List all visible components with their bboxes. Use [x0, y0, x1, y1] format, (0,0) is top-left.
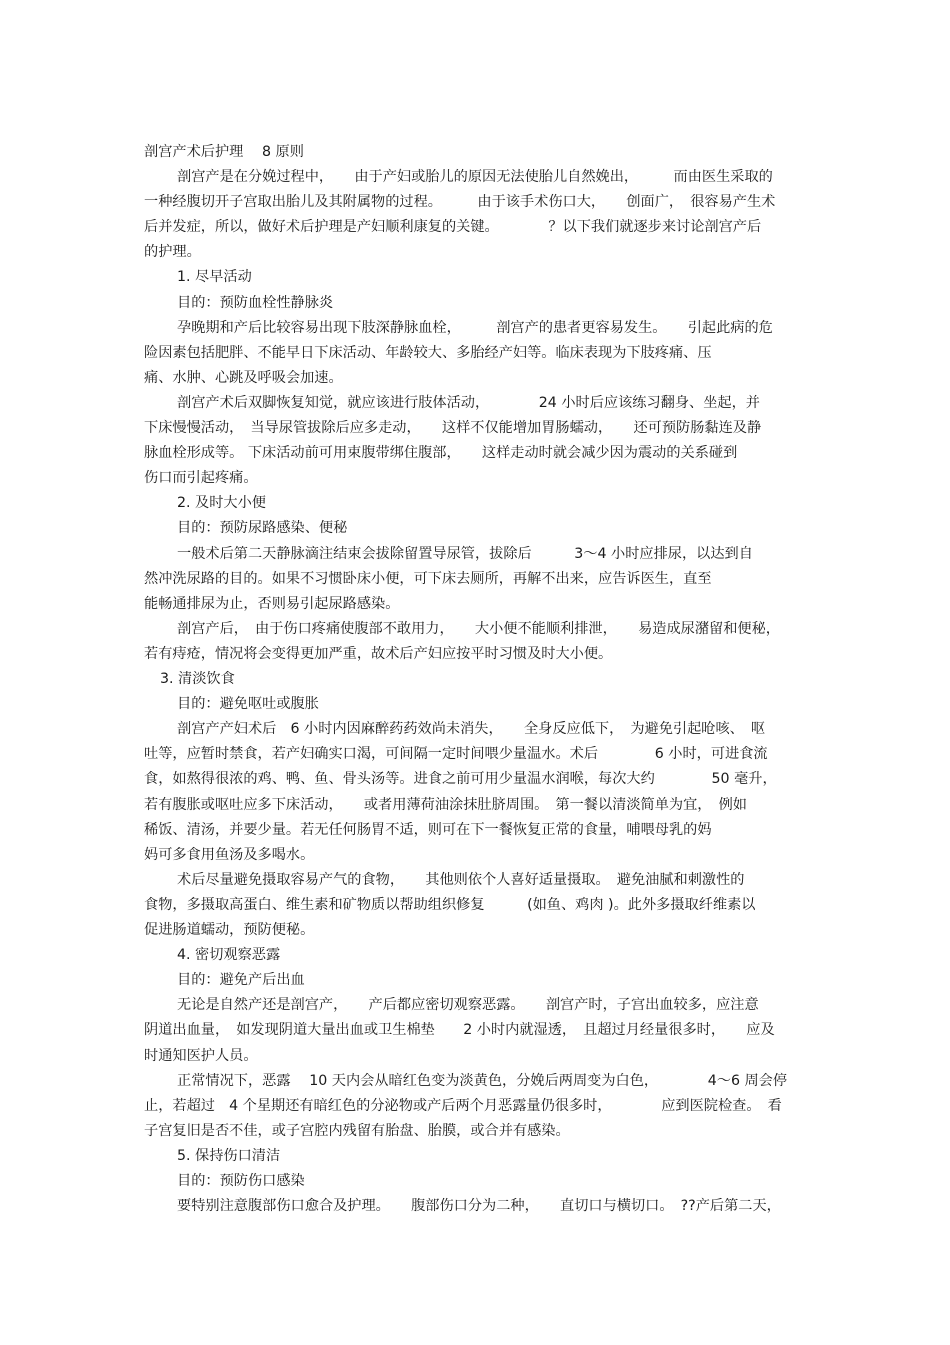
- document-line: 目的：预防血栓性静脉炎: [177, 295, 334, 311]
- document-line: 险因素包括肥胖、不能早日下床活动、年龄较大、多胎经产妇等。临床表现为下肢疼痛、压: [144, 345, 712, 361]
- document-line: 剖宫产产妇术后 6 小时内因麻醉药药效尚未消失， 全身反应低下， 为避免引起呛咳、 呕: [177, 721, 766, 737]
- document-line: 目的：预防尿路感染、便秘: [177, 520, 348, 536]
- document-line: 然冲洗尿路的目的。如果不习惯卧床小便，可下床去厕所，再解不出来，应告诉医生，直至: [144, 571, 712, 587]
- document-line: 食物，多摄取高蛋白、维生素和矿物质以帮助组织修复 (如鱼、鸡肉 )。此外多摄取纤维素以: [144, 897, 756, 913]
- document-line: 食，如熬得很浓的鸡、鸭、鱼、骨头汤等。进食之前可用少量温水润喉，每次大约 50 毫升，: [144, 771, 777, 787]
- document-line: 无论是自然产还是剖宫产， 产后都应密切观察恶露。 剖宫产时，子宫出血较多，应注意: [177, 997, 759, 1013]
- document-line: 促进肠道蠕动，预防便秘。: [144, 922, 315, 938]
- document-line: 要特别注意腹部伤口愈合及护理。 腹部伤口分为二种， 直切口与横切口。 ??产后第二天，: [177, 1198, 781, 1214]
- document-line: 能畅通排尿为止，否则易引起尿路感染。: [144, 596, 400, 612]
- document-line: 孕晚期和产后比较容易出现下肢深静脉血栓， 剖宫产的患者更容易发生。 引起此病的危: [177, 320, 773, 336]
- document-line: 脉血栓形成等。 下床活动前可用束腹带绑住腹部， 这样走动时就会减少因为震动的关系碰到: [144, 445, 738, 461]
- document-line: 下床慢慢活动， 当导尿管拔除后应多走动， 这样不仅能增加胃肠蠕动， 还可预防肠黏连及静: [144, 420, 762, 436]
- document-line: 的护理。: [144, 244, 201, 260]
- document-line: 术后尽量避免摄取容易产气的食物， 其他则依个人喜好适量摄取。 避免油腻和刺激性的: [177, 872, 745, 888]
- document-line: 稀饭、清汤，并要少量。若无任何肠胃不适，则可在下一餐恢复正常的食量，哺喂母乳的妈: [144, 822, 712, 838]
- document-line: 子宫复旧是否不佳，或子宫腔内残留有胎盘、胎膜，或合并有感染。: [144, 1123, 570, 1139]
- document-line: 目的：避免呕吐或腹胀: [177, 696, 319, 712]
- document-line: 正常情况下，恶露 10 天内会从暗红色变为淡黄色，分娩后两周变为白色， 4～6 周会停: [177, 1073, 788, 1089]
- document-line: 剖宫产是在分娩过程中， 由于产妇或胎儿的原因无法使胎儿自然娩出， 而由医生采取的: [177, 169, 773, 185]
- document-line: 若有痔疮，情况将会变得更加严重，故术后产妇应按平时习惯及时大小便。: [144, 646, 613, 662]
- document-line: 吐等，应暂时禁食，若产妇确实口渴，可间隔一定时间喂少量温水。术后 6 小时，可进食流: [144, 746, 768, 762]
- document-line: 若有腹胀或呕吐应多下床活动， 或者用薄荷油涂抹肚脐周围。 第一餐以清淡简单为宜， 例如: [144, 797, 747, 813]
- document-line: 痛、水肿、心跳及呼吸会加速。: [144, 370, 343, 386]
- document-line: 5. 保持伤口清洁: [177, 1148, 281, 1164]
- document-line: 3. 清淡饮食: [160, 671, 235, 687]
- document-line: 妈可多食用鱼汤及多喝水。: [144, 847, 315, 863]
- document-line: 时通知医护人员。: [144, 1048, 258, 1064]
- document-title: 剖宫产术后护理 8 原则: [144, 144, 304, 160]
- document-line: 后并发症，所以，做好术后护理是产妇顺利康复的关键。 ？以下我们就逐步来讨论剖宫产后: [144, 219, 762, 235]
- document-line: 剖宫产后， 由于伤口疼痛使腹部不敢用力， 大小便不能顺利排泄， 易造成尿潴留和便秘，: [177, 621, 780, 637]
- document-line: 1. 尽早活动: [177, 269, 252, 285]
- document-line: 一种经腹切开子宫取出胎儿及其附属物的过程。 由于该手术伤口大， 创面广， 很容易产生术: [144, 194, 776, 210]
- document-line: 2. 及时大小便: [177, 495, 266, 511]
- document-line: 4. 密切观察恶露: [177, 947, 281, 963]
- document-line: 阴道出血量， 如发现阴道大量出血或卫生棉垫 2 小时内就湿透， 且超过月经量很多时， 应及: [144, 1022, 775, 1038]
- document-line: 止，若超过 4 个星期还有暗红色的分泌物或产后两个月恶露量仍很多时， 应到医院检查。 看: [144, 1098, 782, 1114]
- document-line: 目的：避免产后出血: [177, 972, 305, 988]
- document-line: 伤口而引起疼痛。: [144, 470, 258, 486]
- document-line: 剖宫产术后双脚恢复知觉，就应该进行肢体活动， 24 小时后应该练习翻身、坐起，并: [177, 395, 760, 411]
- document-line: 目的：预防伤口感染: [177, 1173, 305, 1189]
- document-line: 一般术后第二天静脉滴注结束会拔除留置导尿管，拔除后 3～4 小时应排尿，以达到自: [177, 546, 753, 562]
